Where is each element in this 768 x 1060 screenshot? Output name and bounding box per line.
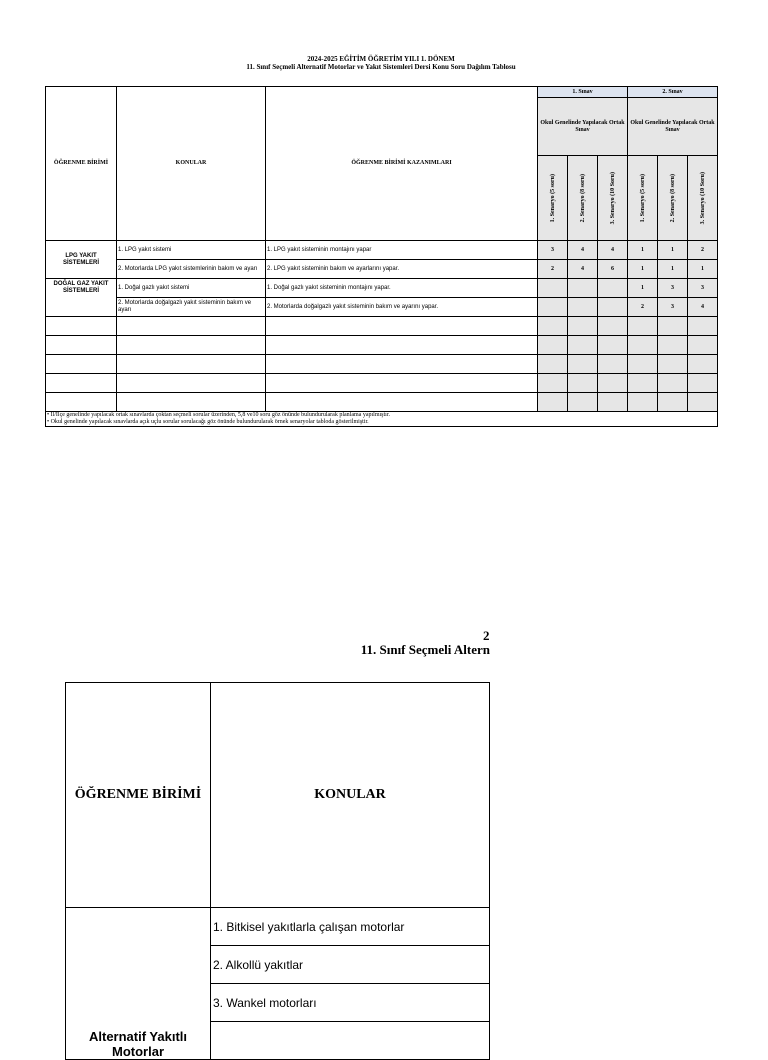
zoomed-topic: 3. Wankel motorları xyxy=(211,984,490,1022)
empty-row xyxy=(46,336,718,355)
value-cell: 1 xyxy=(628,279,658,298)
table-row xyxy=(46,260,718,279)
header-exam-1: 1. Sınav xyxy=(538,87,628,98)
topic-cell: 2. Motorlarda LPG yakıt sistemlerinin bakım ve ayarı xyxy=(117,260,266,279)
zoomed-topic: 1. Bitkisel yakıtlarla çalışan motorlar xyxy=(211,908,490,946)
value-cell xyxy=(568,279,598,298)
zoomed-topic-empty xyxy=(211,1022,490,1060)
unit-natural-gas: DOĞAL GAZ YAKIT SİSTEMLERİ xyxy=(46,279,117,317)
value-cell xyxy=(568,298,598,317)
document-title xyxy=(45,55,717,71)
table-row xyxy=(46,298,718,317)
header-topics: KONULAR xyxy=(117,87,266,241)
zoomed-header-topics: KONULAR xyxy=(211,683,490,908)
value-cell: 1 xyxy=(688,260,718,279)
value-cell: 4 xyxy=(688,298,718,317)
header-exam-2: 2. Sınav xyxy=(628,87,718,98)
header-scenario: 1. Senaryo (5 soru) xyxy=(628,156,658,241)
header-scenario: 2. Senaryo (8 soru) xyxy=(568,156,598,241)
value-cell: 2 xyxy=(688,241,718,260)
zoomed-topic: 2. Alkollü yakıtlar xyxy=(211,946,490,984)
empty-row xyxy=(46,393,718,412)
header-common-exam-2: Okul Genelinde Yapılacak Ortak Sınav xyxy=(628,98,718,156)
value-cell: 1 xyxy=(628,241,658,260)
header-scenario: 3. Senaryo (10 Soru) xyxy=(688,156,718,241)
header-unit: ÖĞRENME BİRİMİ xyxy=(46,87,117,241)
header-scenario: 1. Senaryo (5 soru) xyxy=(538,156,568,241)
value-cell: 6 xyxy=(598,260,628,279)
note-1: • İl/İlçe genelinde yapılacak ortak sınavlarda çoktan seçmeli sorular üzerinden, 5,8 ve10 soru göz önünde bulundurularak planlama yapılmıştır. xyxy=(47,412,390,418)
empty-row xyxy=(46,317,718,336)
value-cell: 3 xyxy=(658,279,688,298)
table-row xyxy=(46,279,718,298)
outcome-cell: 1. LPG yakıt sisteminin montajını yapar xyxy=(266,241,538,260)
notes xyxy=(46,412,718,427)
zoomed-header-unit: ÖĞRENME BİRİMİ xyxy=(66,683,211,908)
outcome-cell: 2. LPG yakıt sisteminin bakım ve ayarlarını yapar. xyxy=(266,260,538,279)
header-common-exam-1: Okul Genelinde Yapılacak Ortak Sınav xyxy=(538,98,628,156)
title-line-2: 11. Sınıf Seçmeli Alternatif Motorlar ve Yakıt Sistemleri Dersi Konu Soru Dağılım Tablosu xyxy=(246,63,516,71)
outcome-cell: 1. Doğal gazlı yakıt sisteminin montajını yapar. xyxy=(266,279,538,298)
header-scenario: 2. Senaryo (8 soru) xyxy=(658,156,688,241)
header-scenario: 3. Senaryo (10 Soru) xyxy=(598,156,628,241)
value-cell: 4 xyxy=(568,241,598,260)
question-distribution-table xyxy=(45,86,718,427)
zoomed-year-fragment: 2 xyxy=(483,628,490,643)
topic-cell: 2. Motorlarda doğalgazlı yakıt sisteminin bakım ve ayarı xyxy=(117,298,266,317)
note-2: • Okul genelinde yapılacak sınavlarda açık uçlu sorular sorulacağı göz önünde bulundurularak örnek senaryolar tabloda gösterilmiştir. xyxy=(47,419,369,425)
value-cell: 3 xyxy=(688,279,718,298)
value-cell xyxy=(598,298,628,317)
table-row xyxy=(46,241,718,260)
notes-row xyxy=(46,412,718,427)
value-cell: 1 xyxy=(658,241,688,260)
value-cell: 1 xyxy=(658,260,688,279)
value-cell: 2 xyxy=(628,298,658,317)
zoomed-unit-alternative-fuel: Alternatif Yakıtlı Motorlar xyxy=(66,908,211,1060)
topic-cell: 1. LPG yakıt sistemi xyxy=(117,241,266,260)
value-cell: 4 xyxy=(598,241,628,260)
topic-cell: 1. Doğal gazlı yakıt sistemi xyxy=(117,279,266,298)
value-cell: 4 xyxy=(568,260,598,279)
zoomed-table xyxy=(65,682,490,1060)
value-cell: 1 xyxy=(628,260,658,279)
header-outcomes: ÖĞRENME BİRİMİ KAZANIMLARI xyxy=(266,87,538,241)
value-cell xyxy=(538,279,568,298)
zoomed-title-fragment: 11. Sınıf Seçmeli Altern xyxy=(360,642,490,657)
empty-row xyxy=(46,374,718,393)
value-cell: 3 xyxy=(538,241,568,260)
value-cell xyxy=(598,279,628,298)
outcome-cell: 2. Motorlarda doğalgazlı yakıt sisteminin bakım ve ayarını yapar. xyxy=(266,298,538,317)
empty-row xyxy=(46,355,718,374)
value-cell: 2 xyxy=(538,260,568,279)
value-cell xyxy=(538,298,568,317)
value-cell: 3 xyxy=(658,298,688,317)
unit-lpg: LPG YAKIT SİSTEMLERİ xyxy=(46,241,117,279)
title-line-1: 2024-2025 EĞİTİM ÖĞRETİM YILI 1. DÖNEM xyxy=(307,55,455,63)
